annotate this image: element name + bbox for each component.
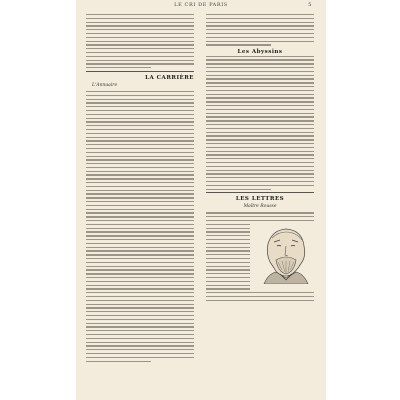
right-column <box>206 14 314 303</box>
rousse-article-lead <box>206 212 314 221</box>
section-subtitle-rousse: Maître Rousse <box>243 204 277 210</box>
abyssins-article <box>206 56 314 190</box>
portrait-engraving-icon <box>258 224 314 284</box>
page-number: 5 <box>308 2 312 8</box>
section-title-carriere: LA CARRIÈRE <box>145 74 194 81</box>
article-body <box>86 91 194 362</box>
article-continuation <box>206 14 314 46</box>
rousse-article-end <box>206 292 314 301</box>
section-title-lettres: LES LETTRES <box>235 196 285 203</box>
left-column <box>86 14 194 364</box>
section-divider <box>86 71 194 72</box>
section-subtitle-annuaire: L'Annuaire <box>92 82 118 88</box>
section-divider <box>206 192 314 193</box>
newspaper-title: LE CRI DE PARIS <box>174 2 228 8</box>
page-header <box>76 2 326 12</box>
section-title-abyssins: Les Abyssins <box>237 48 283 55</box>
article-intro <box>86 14 194 68</box>
newspaper-page <box>76 0 326 400</box>
portrait-block <box>206 224 314 290</box>
